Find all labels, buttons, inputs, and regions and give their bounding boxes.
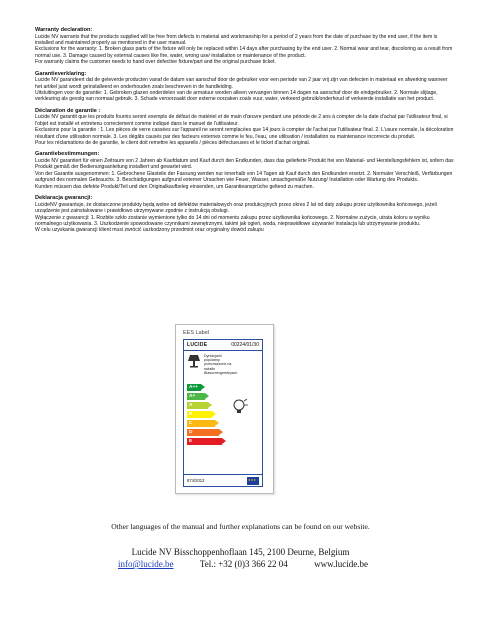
energy-label-header bbox=[184, 340, 262, 351]
section-heading: Deklaracja gwarancji: bbox=[35, 195, 93, 202]
email-link[interactable]: info@lucide.be bbox=[118, 559, 174, 569]
energy-label-caption: EES Label bbox=[183, 330, 209, 336]
warranty-document bbox=[35, 27, 455, 239]
energy-label-card bbox=[175, 324, 274, 494]
energy-class-bar: C bbox=[187, 420, 215, 427]
lamp-info bbox=[184, 351, 262, 378]
warranty-section-de bbox=[35, 151, 455, 190]
brand-name: LUCIDE bbox=[187, 342, 208, 348]
company-address: Lucide NV Bisschoppenhoflaan 145, 2100 Deurne, Belgium bbox=[131, 547, 350, 557]
warranty-section-fr bbox=[35, 108, 455, 147]
section-body: LucideNV gwarantuje, że dostarczone produkty będą wolne od defektów materiałowych oraz produkcyjnych przez okres 2 lat od daty zakupu przez użytkownika końcowego, jeżeli urządzenie jest zainstalowane i prawidłowo utrzymywane zgodnie z instrukcją obsługi. Wyłączenie z gwarancji: 1. Rozbite szkło zostanie wymienione tylko do 14 dni od momentu zakupu przez użytkownika końcowego. 2. Normalne zużycie, utrata koloru w wyniku normalnego użytkowania. 3. Uszkodzenie spowodowane czynnikami zewnętrznymi, takimi jak ogień, woda, nieprawidłowe używanie/ instalacja lub utrzymywanie produktu. W celu uzyskania gwarancji klient musi zwrócić uszkodzony przedmiot oraz oryginalny dowód zakupu bbox=[35, 201, 437, 234]
manual-note: Other languages of the manual and further explanations can be found on our website. bbox=[111, 522, 370, 531]
energy-class-bar: E bbox=[187, 438, 222, 445]
section-heading: Warranty declaration: bbox=[35, 27, 93, 33]
lamp-description: Dyrekcjami popularny przeznaczone na swiatło Biasuvnergerkteysch bbox=[204, 354, 238, 375]
section-heading: Déclaration de garantie : bbox=[35, 107, 101, 114]
bulb-icon bbox=[230, 398, 248, 416]
section-body: Lucide NV garantit que les produits fournis seront exempts de défaut de matériel et de main d'œuvre pendant une période de 2 ans à compter de la date d'achat par l'utilisateur final, si l'objet est installé et entretenu correctement comme indiqué dans le manuel de l'utilisateur. Exclusions pour la garantie : 1. Les pièces de verre cassées sur l'appareil ne seront remplacées que 14 jours à compter de l'achat par l'utilisateur final. 2. L'usure normale, la décoloration résultant d'une utilisation normale. 3. Les dégâts causés par des facteurs externes comme le feu, l'eau, une utilisation / installation ou maintenance incorrecte du produit. Pour les réclamations de de garantie, le client doit remettre les appareils / pièces défectueuses et le ticket d'achat original. bbox=[35, 114, 454, 147]
energy-class-scale bbox=[187, 384, 222, 447]
contact-line bbox=[118, 559, 368, 569]
lamp-icon bbox=[187, 354, 201, 368]
eu-flag-icon bbox=[247, 477, 259, 485]
warranty-section-pl bbox=[35, 195, 455, 234]
energy-class-bar: B bbox=[187, 411, 212, 418]
phone-number: Tel.: +32 (0)3 366 22 04 bbox=[199, 559, 288, 569]
energy-label bbox=[183, 339, 263, 487]
warranty-section-nl bbox=[35, 71, 455, 103]
section-body: Lucide NV warrants that the products supplied will be free from defects in material and workmanship for a period of 2 years from the date of purchase by the end user, if the item is installed and maintained properly as mentioned in the user manual. Exclusions for the warranty: 1. Broken glass parts of the fixture will only be replaced within 14 days after purchasing by the end user. 2. Normal wear and tear, discoloring as a result from normal use. 3. Damage caused by external causes like fire, water, wrong use/ installation or maintenance of the product. For warranty claims the customer needs to hand over defective fixture/part and the original purchase ticket. bbox=[35, 33, 453, 66]
warranty-section-en bbox=[35, 27, 455, 66]
regulation-number: 874/2012 bbox=[187, 478, 205, 483]
section-body: Lucide NV garantiert für einen Zeitraum von 2 Jahren ab Kaufdatum und Kauf durch den Endkunden, dass das gelieferte Produkt frei von Material- und Herstellungsfehlern ist, sofern das Produkt gemäß der Bedienungsanleitung installiert und gewartet wird. Von der Garantie ausgenommen: 1. Gebrochene Glasteile der Fassung werden nur innerhalb von 14 Tagen ab Kauf durch den Endkunden ersetzt. 2. Normaler Verschleiß, Verfärbungen aufgrund des normalen Gebrauchs. 3. Beschädigungen aufgrund externer Ursachen wie Feuer, Wasser, unsachgemäße Nutzung/ Installation oder Wartung des Produkts. Kunden müssen das defekte Produkt/Teil und den Originalkaufbeleg einsenden, um Garantieansprüche geltend zu machen. bbox=[35, 158, 454, 190]
energy-class-bar: A++ bbox=[187, 384, 201, 391]
energy-class-bar: D bbox=[187, 429, 219, 436]
section-body: Lucide NV garandeert dat de geleverde producten vanaf de datum van aanschaf door de gebruiker voor een periode van 2 jaar vrij zijn van defecten in materiaal en afwerking wanneer het artikel juist wordt geïnstalleerd en onderhouden zoals beschreven in de handleiding. Uitsluitingen voor de garantie: 1. Gebroken glazen onderdelen van de armatuur worden alleen vervangen binnen 14 dagen na aanschaf door de eindgebruiker. 2. Normale slijtage, verkleuring als gevolg van normaal gebruik. 3. Schade veroorzaakt door externe oorzaken zoals vuur, water, verkeerd gebruik/onderhoud of verkeerde installatie van het product. bbox=[35, 77, 448, 103]
section-heading: Garantiebestimmungen: bbox=[35, 151, 100, 158]
energy-class-bar: A+ bbox=[187, 393, 205, 400]
website-text: www.lucide.be bbox=[314, 559, 368, 569]
energy-label-footer bbox=[184, 474, 262, 486]
model-number: 00224/01/30 bbox=[231, 342, 259, 348]
energy-class-bar: A bbox=[187, 402, 208, 409]
section-heading: Garantieverklaring: bbox=[35, 70, 87, 77]
